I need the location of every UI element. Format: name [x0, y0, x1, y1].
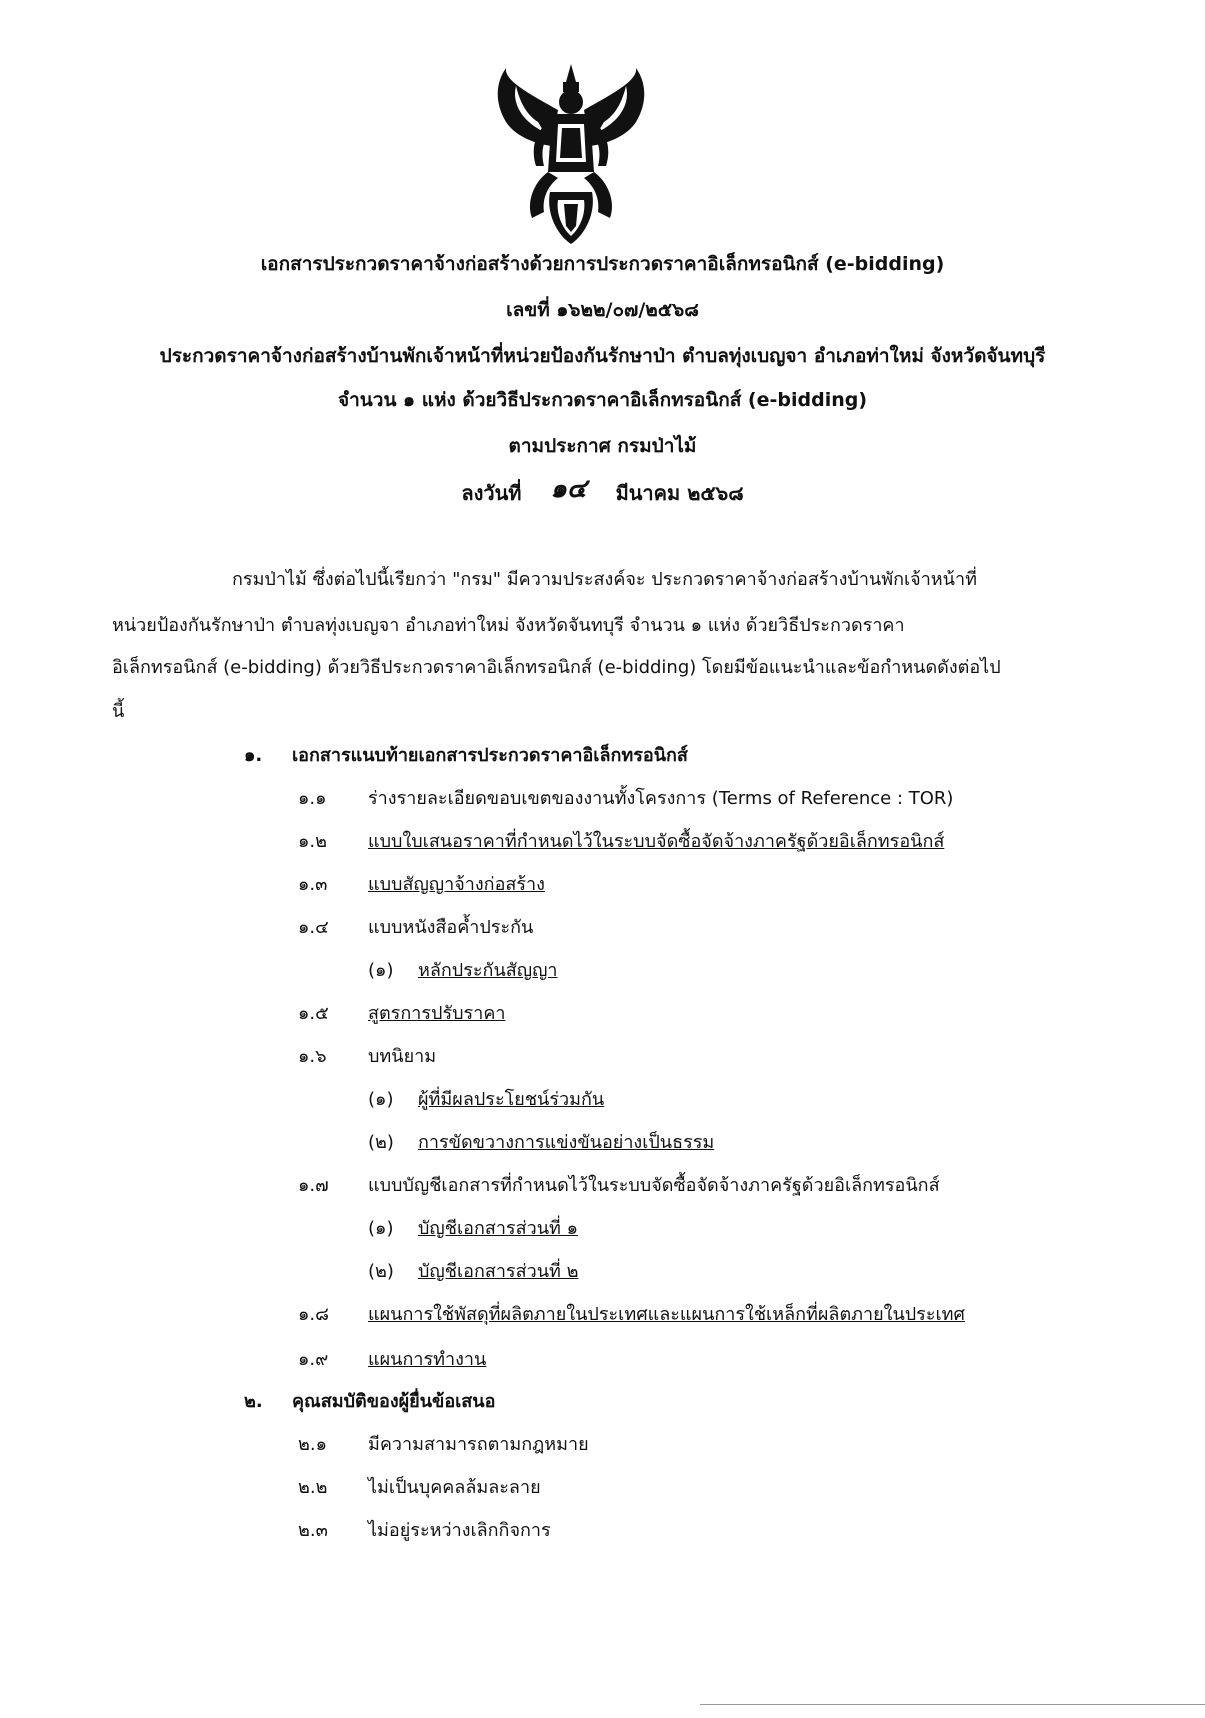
item-text: ไม่อยู่ระหว่างเลิกกิจการ	[368, 1520, 551, 1541]
intro-line-3: อิเล็กทรอนิกส์ (e-bidding) ด้วยวิธีประกวดราคาอิเล็กทรอนิกส์ (e-bidding) โดยมีข้อแนะนำและข้อกำหนดดังต่อไป	[112, 657, 1001, 678]
subitem-text: บัญชีเอกสารส่วนที่ ๒	[418, 1261, 579, 1282]
subitem-text: หลักประกันสัญญา	[418, 960, 558, 981]
item-number: ๑.๖	[298, 1046, 327, 1067]
announcement-reference: ตามประกาศ กรมป่าไม้	[508, 435, 697, 457]
section-title: คุณสมบัติของผู้ยื่นข้อเสนอ	[292, 1391, 496, 1412]
intro-line-4: นี้	[112, 701, 125, 722]
date-day-handwritten: ๑๔	[550, 474, 587, 504]
item-number: ๑.๒	[298, 831, 328, 852]
intro-line-1: กรมป่าไม้ ซึ่งต่อไปนี้เรียกว่า "กรม" มีความประสงค์จะ ประกวดราคาจ้างก่อสร้างบ้านพักเจ้าหน้าที่	[232, 569, 977, 590]
document-subject: ประกวดราคาจ้างก่อสร้างบ้านพักเจ้าหน้าที่หน่วยป้องกันรักษาป่า ตำบลทุ่งเบญจา อำเภอท่าใหม่ จังหวัดจันทบุรี	[159, 345, 1046, 367]
section-title: เอกสารแนบท้ายเอกสารประกวดราคาอิเล็กทรอนิกส์	[292, 745, 688, 766]
item-text: แบบใบเสนอราคาที่กำหนดไว้ในระบบจัดซื้อจัดจ้างภาครัฐด้วยอิเล็กทรอนิกส์	[368, 831, 945, 852]
section-number: ๒.	[244, 1391, 263, 1412]
scan-edge-divider	[700, 1704, 1205, 1705]
item-text: มีความสามารถตามกฎหมาย	[368, 1434, 589, 1455]
date-prefix: ลงวันที่	[461, 481, 522, 505]
item-text: แบบหนังสือค้ำประกัน	[368, 917, 534, 938]
item-number: ๑.๙	[298, 1349, 329, 1370]
item-text: แผนการใช้พัสดุที่ผลิตภายในประเทศและแผนการใช้เหล็กที่ผลิตภายในประเทศ	[368, 1304, 965, 1325]
item-number: ๑.๓	[298, 874, 328, 895]
item-number: ๑.๕	[298, 1003, 329, 1024]
item-number: ๑.๑	[298, 788, 327, 809]
item-number: ๒.๑	[298, 1434, 328, 1455]
subitem-number: (๒)	[368, 1261, 394, 1282]
subitem-number: (๒)	[368, 1132, 394, 1153]
item-text: แบบสัญญาจ้างก่อสร้าง	[368, 874, 545, 895]
subitem-number: (๑)	[368, 1218, 394, 1239]
intro-line-2: หน่วยป้องกันรักษาป่า ตำบลทุ่งเบญจา อำเภอท่าใหม่ จังหวัดจันทบุรี จำนวน ๑ แห่ง ด้วยวิธีประกวดราคา	[112, 615, 905, 636]
document-date	[0, 474, 1205, 505]
item-number: ๑.๗	[298, 1175, 329, 1196]
subitem-number: (๑)	[368, 960, 394, 981]
subitem-text: การขัดขวางการแข่งขันอย่างเป็นธรรม	[418, 1132, 715, 1153]
section-number: ๑.	[244, 745, 263, 766]
item-number: ๑.๔	[298, 917, 329, 938]
item-text: แบบบัญชีเอกสารที่กำหนดไว้ในระบบจัดซื้อจัดจ้างภาครัฐด้วยอิเล็กทรอนิกส์	[368, 1175, 940, 1196]
item-number: ๒.๓	[298, 1520, 328, 1541]
document-subject-cont: จำนวน ๑ แห่ง ด้วยวิธีประกวดราคาอิเล็กทรอนิกส์ (e-bidding)	[337, 389, 868, 411]
item-number: ๒.๒	[298, 1477, 328, 1498]
item-text: บทนิยาม	[368, 1046, 437, 1067]
document-number: เลขที่ ๑๖๒๒/๐๗/๒๕๖๘	[506, 299, 699, 321]
subitem-text: บัญชีเอกสารส่วนที่ ๑	[418, 1218, 579, 1239]
item-text: ร่างรายละเอียดขอบเขตของงานทั้งโครงการ (Terms of Reference : TOR)	[368, 788, 954, 809]
item-text: แผนการทำงาน	[368, 1349, 487, 1370]
garuda-emblem-icon	[486, 62, 656, 247]
date-month-year: มีนาคม ๒๕๖๘	[615, 481, 744, 505]
item-text: สูตรการปรับราคา	[368, 1003, 506, 1024]
item-number: ๑.๘	[298, 1304, 330, 1325]
document-title: เอกสารประกวดราคาจ้างก่อสร้างด้วยการประกวดราคาอิเล็กทรอนิกส์ (e-bidding)	[260, 253, 945, 275]
item-text: ไม่เป็นบุคคลล้มละลาย	[368, 1477, 541, 1498]
subitem-number: (๑)	[368, 1089, 394, 1110]
subitem-text: ผู้ที่มีผลประโยชน์ร่วมกัน	[418, 1089, 605, 1110]
